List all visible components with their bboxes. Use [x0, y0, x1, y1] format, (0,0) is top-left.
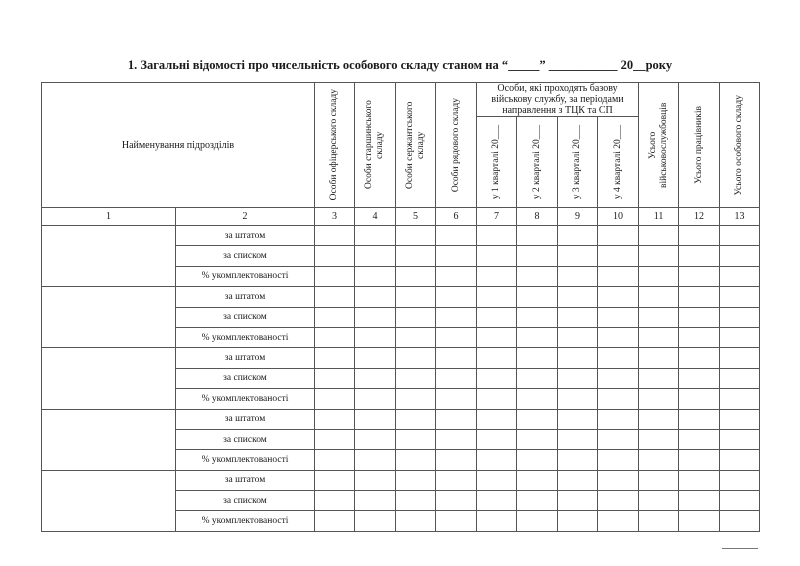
personnel-table — [41, 82, 760, 532]
data-cell[interactable] — [558, 226, 598, 246]
row-label-staff: за штатом — [176, 287, 315, 307]
data-cell[interactable] — [679, 389, 720, 409]
header-total-military — [639, 83, 679, 208]
data-cell[interactable] — [436, 491, 477, 511]
data-cell[interactable] — [679, 470, 720, 490]
data-cell[interactable] — [679, 368, 720, 388]
data-cell[interactable] — [436, 409, 477, 429]
data-cell[interactable] — [558, 429, 598, 449]
data-cell[interactable] — [639, 246, 679, 266]
data-cell[interactable] — [517, 266, 558, 286]
data-cell[interactable] — [355, 307, 396, 327]
data-cell[interactable] — [436, 470, 477, 490]
data-cell[interactable] — [639, 327, 679, 347]
data-cell[interactable] — [598, 470, 639, 490]
row-label-staff: за штатом — [176, 226, 315, 246]
data-cell[interactable] — [558, 511, 598, 531]
data-cell[interactable] — [679, 348, 720, 368]
data-cell[interactable] — [477, 226, 517, 246]
data-cell[interactable] — [720, 226, 760, 246]
data-cell[interactable] — [558, 266, 598, 286]
data-cell[interactable] — [639, 368, 679, 388]
data-cell[interactable] — [396, 450, 436, 470]
data-cell[interactable] — [477, 491, 517, 511]
data-cell[interactable] — [355, 226, 396, 246]
column-number: 8 — [517, 208, 558, 226]
header-basic-service-group: Особи, які проходять базову військову службу, за періодами направлення з ТЦК та СП — [477, 83, 639, 117]
data-cell[interactable] — [315, 226, 355, 246]
header-total-personnel-label: Усього особового складу — [734, 94, 745, 196]
data-cell[interactable] — [679, 266, 720, 286]
data-cell[interactable] — [436, 511, 477, 531]
data-cell[interactable] — [517, 226, 558, 246]
data-cell[interactable] — [598, 389, 639, 409]
header-total-workers-label: Усього працівників — [693, 106, 704, 184]
data-cell[interactable] — [639, 307, 679, 327]
column-number: 7 — [477, 208, 517, 226]
column-number: 4 — [355, 208, 396, 226]
data-cell[interactable] — [477, 327, 517, 347]
data-cell[interactable] — [720, 368, 760, 388]
data-cell[interactable] — [396, 368, 436, 388]
data-cell[interactable] — [355, 491, 396, 511]
data-cell[interactable] — [396, 409, 436, 429]
row-label-staff: за штатом — [176, 470, 315, 490]
data-cell[interactable] — [355, 470, 396, 490]
data-cell[interactable] — [598, 491, 639, 511]
data-cell[interactable] — [477, 368, 517, 388]
data-cell[interactable] — [436, 266, 477, 286]
column-number: 1 — [42, 208, 176, 226]
data-cell[interactable] — [598, 246, 639, 266]
header-q1 — [477, 117, 517, 208]
data-cell[interactable] — [355, 429, 396, 449]
row-label-percent: % укомплектованості — [176, 511, 315, 531]
data-cell[interactable] — [720, 409, 760, 429]
data-cell[interactable] — [639, 226, 679, 246]
data-cell[interactable] — [396, 389, 436, 409]
data-cell[interactable] — [720, 327, 760, 347]
page-title: 1. Загальні відомості про чисельність особового складу станом на “_____” ___________ 20__року — [127, 58, 673, 72]
data-cell[interactable] — [679, 226, 720, 246]
data-cell[interactable] — [315, 450, 355, 470]
data-cell[interactable] — [679, 287, 720, 307]
header-privates — [436, 83, 477, 208]
table-row — [42, 470, 760, 490]
data-cell[interactable] — [396, 511, 436, 531]
data-cell[interactable] — [396, 429, 436, 449]
table-row — [42, 409, 760, 429]
data-cell[interactable] — [315, 389, 355, 409]
header-q2 — [517, 117, 558, 208]
row-label-list: за списком — [176, 491, 315, 511]
data-cell[interactable] — [558, 368, 598, 388]
data-cell[interactable] — [679, 450, 720, 470]
data-cell[interactable] — [639, 511, 679, 531]
data-cell[interactable] — [679, 429, 720, 449]
data-cell[interactable] — [315, 409, 355, 429]
header-q4 — [598, 117, 639, 208]
data-cell[interactable] — [436, 368, 477, 388]
data-cell[interactable] — [315, 327, 355, 347]
header-total-military-label: Усього військовослужбовців — [647, 102, 669, 188]
unit-name-cell[interactable] — [42, 348, 176, 409]
data-cell[interactable] — [558, 327, 598, 347]
footer-divider — [722, 548, 758, 549]
data-cell[interactable] — [679, 307, 720, 327]
data-cell[interactable] — [679, 327, 720, 347]
data-cell[interactable] — [720, 429, 760, 449]
header-total-personnel — [720, 83, 760, 208]
data-cell[interactable] — [679, 246, 720, 266]
data-cell[interactable] — [639, 429, 679, 449]
data-cell[interactable] — [517, 327, 558, 347]
header-q3 — [558, 117, 598, 208]
data-cell[interactable] — [558, 287, 598, 307]
header-q4-label: у 4 кварталі 20___ — [612, 124, 623, 200]
data-cell[interactable] — [720, 246, 760, 266]
data-cell[interactable] — [558, 409, 598, 429]
data-cell[interactable] — [315, 470, 355, 490]
data-cell[interactable] — [315, 246, 355, 266]
data-cell[interactable] — [355, 511, 396, 531]
data-cell[interactable] — [355, 348, 396, 368]
data-cell[interactable] — [396, 491, 436, 511]
header-sergeants-senior-label: Особи старшинського складу — [364, 100, 385, 190]
data-cell[interactable] — [598, 226, 639, 246]
column-number: 11 — [639, 208, 679, 226]
data-cell[interactable] — [598, 409, 639, 429]
data-cell[interactable] — [315, 491, 355, 511]
data-cell[interactable] — [639, 491, 679, 511]
data-cell[interactable] — [355, 327, 396, 347]
data-cell[interactable] — [436, 226, 477, 246]
data-cell[interactable] — [355, 450, 396, 470]
data-cell[interactable] — [396, 348, 436, 368]
column-number: 13 — [720, 208, 760, 226]
data-cell[interactable] — [639, 389, 679, 409]
data-cell[interactable] — [558, 491, 598, 511]
data-cell[interactable] — [639, 409, 679, 429]
header-q3-label: у 3 кварталі 20___ — [572, 124, 582, 200]
data-cell[interactable] — [396, 307, 436, 327]
data-cell[interactable] — [598, 511, 639, 531]
row-label-percent: % укомплектованості — [176, 327, 315, 347]
unit-name-cell[interactable] — [42, 287, 176, 348]
data-cell[interactable] — [679, 491, 720, 511]
data-cell[interactable] — [517, 429, 558, 449]
data-cell[interactable] — [436, 389, 477, 409]
data-cell[interactable] — [436, 246, 477, 266]
data-cell[interactable] — [396, 287, 436, 307]
data-cell[interactable] — [720, 470, 760, 490]
data-cell[interactable] — [679, 511, 720, 531]
data-cell[interactable] — [517, 409, 558, 429]
data-cell[interactable] — [315, 266, 355, 286]
data-cell[interactable] — [517, 470, 558, 490]
data-cell[interactable] — [477, 307, 517, 327]
data-cell[interactable] — [720, 389, 760, 409]
header-sergeants-label: Особи сержантського складу — [404, 101, 426, 189]
data-cell[interactable] — [639, 470, 679, 490]
data-cell[interactable] — [558, 348, 598, 368]
data-cell[interactable] — [720, 266, 760, 286]
data-cell[interactable] — [396, 246, 436, 266]
data-cell[interactable] — [477, 429, 517, 449]
data-cell[interactable] — [355, 266, 396, 286]
data-cell[interactable] — [639, 266, 679, 286]
data-cell[interactable] — [477, 409, 517, 429]
data-cell[interactable] — [396, 470, 436, 490]
data-cell[interactable] — [598, 327, 639, 347]
header-unit-name: Найменування підрозділів — [42, 83, 315, 208]
data-cell[interactable] — [517, 511, 558, 531]
data-cell[interactable] — [355, 287, 396, 307]
data-cell[interactable] — [720, 307, 760, 327]
data-cell[interactable] — [639, 287, 679, 307]
unit-name-cell[interactable] — [42, 226, 176, 287]
header-officers-label: Особи офіцерського складу — [329, 89, 339, 201]
data-cell[interactable] — [436, 287, 477, 307]
data-cell[interactable] — [396, 327, 436, 347]
data-cell[interactable] — [558, 470, 598, 490]
data-cell[interactable] — [517, 368, 558, 388]
data-cell[interactable] — [477, 348, 517, 368]
data-cell[interactable] — [720, 348, 760, 368]
data-cell[interactable] — [396, 226, 436, 246]
data-cell[interactable] — [477, 266, 517, 286]
row-label-list: за списком — [176, 368, 315, 388]
data-cell[interactable] — [598, 348, 639, 368]
data-cell[interactable] — [396, 266, 436, 286]
column-number: 6 — [436, 208, 477, 226]
row-label-staff: за штатом — [176, 348, 315, 368]
row-label-list: за списком — [176, 429, 315, 449]
data-cell[interactable] — [720, 491, 760, 511]
data-cell[interactable] — [315, 368, 355, 388]
column-number: 9 — [558, 208, 598, 226]
data-cell[interactable] — [517, 389, 558, 409]
data-cell[interactable] — [315, 511, 355, 531]
unit-name-cell[interactable] — [42, 470, 176, 531]
data-cell[interactable] — [315, 287, 355, 307]
data-cell[interactable] — [477, 389, 517, 409]
data-cell[interactable] — [436, 450, 477, 470]
header-q1-label: у 1 кварталі 20___ — [491, 124, 501, 200]
data-cell[interactable] — [477, 246, 517, 266]
data-cell[interactable] — [598, 287, 639, 307]
data-cell[interactable] — [639, 450, 679, 470]
table-row — [42, 287, 760, 307]
column-number: 12 — [679, 208, 720, 226]
data-cell[interactable] — [436, 327, 477, 347]
data-cell[interactable] — [477, 287, 517, 307]
table-row — [42, 348, 760, 368]
data-cell[interactable] — [598, 429, 639, 449]
header-sergeants — [396, 83, 436, 208]
column-number: 5 — [396, 208, 436, 226]
row-label-list: за списком — [176, 246, 315, 266]
data-cell[interactable] — [720, 287, 760, 307]
data-cell[interactable] — [477, 450, 517, 470]
data-cell[interactable] — [558, 389, 598, 409]
data-cell[interactable] — [315, 307, 355, 327]
data-cell[interactable] — [598, 307, 639, 327]
data-cell[interactable] — [517, 307, 558, 327]
data-cell[interactable] — [355, 409, 396, 429]
data-cell[interactable] — [436, 348, 477, 368]
row-label-percent: % укомплектованості — [176, 266, 315, 286]
table-row — [42, 226, 760, 246]
header-privates-label: Особи рядового складу — [450, 97, 461, 193]
header-total-workers — [679, 83, 720, 208]
data-cell[interactable] — [639, 348, 679, 368]
column-number: 3 — [315, 208, 355, 226]
data-cell[interactable] — [517, 348, 558, 368]
header-sergeants-senior — [355, 83, 396, 208]
header-officers — [315, 83, 355, 208]
data-cell[interactable] — [355, 368, 396, 388]
data-cell[interactable] — [315, 429, 355, 449]
data-cell[interactable] — [517, 287, 558, 307]
column-number-row — [42, 208, 760, 226]
data-cell[interactable] — [517, 246, 558, 266]
data-cell[interactable] — [558, 450, 598, 470]
data-cell[interactable] — [355, 389, 396, 409]
data-cell[interactable] — [477, 511, 517, 531]
data-cell[interactable] — [315, 348, 355, 368]
column-number: 2 — [176, 208, 315, 226]
data-cell[interactable] — [598, 266, 639, 286]
column-number: 10 — [598, 208, 639, 226]
header-row-top — [42, 83, 760, 117]
row-label-list: за списком — [176, 307, 315, 327]
data-cell[interactable] — [598, 450, 639, 470]
data-cell[interactable] — [679, 409, 720, 429]
data-cell[interactable] — [355, 246, 396, 266]
unit-name-cell[interactable] — [42, 409, 176, 470]
data-cell[interactable] — [720, 450, 760, 470]
data-cell[interactable] — [558, 246, 598, 266]
header-q2-label: у 2 кварталі 20___ — [531, 124, 542, 200]
data-cell[interactable] — [436, 429, 477, 449]
data-cell[interactable] — [517, 450, 558, 470]
data-cell[interactable] — [517, 491, 558, 511]
data-cell[interactable] — [558, 307, 598, 327]
data-cell[interactable] — [477, 470, 517, 490]
table-body — [42, 226, 760, 532]
data-cell[interactable] — [436, 307, 477, 327]
row-label-percent: % укомплектованості — [176, 389, 315, 409]
row-label-percent: % укомплектованості — [176, 450, 315, 470]
data-cell[interactable] — [720, 511, 760, 531]
data-cell[interactable] — [598, 368, 639, 388]
row-label-staff: за штатом — [176, 409, 315, 429]
